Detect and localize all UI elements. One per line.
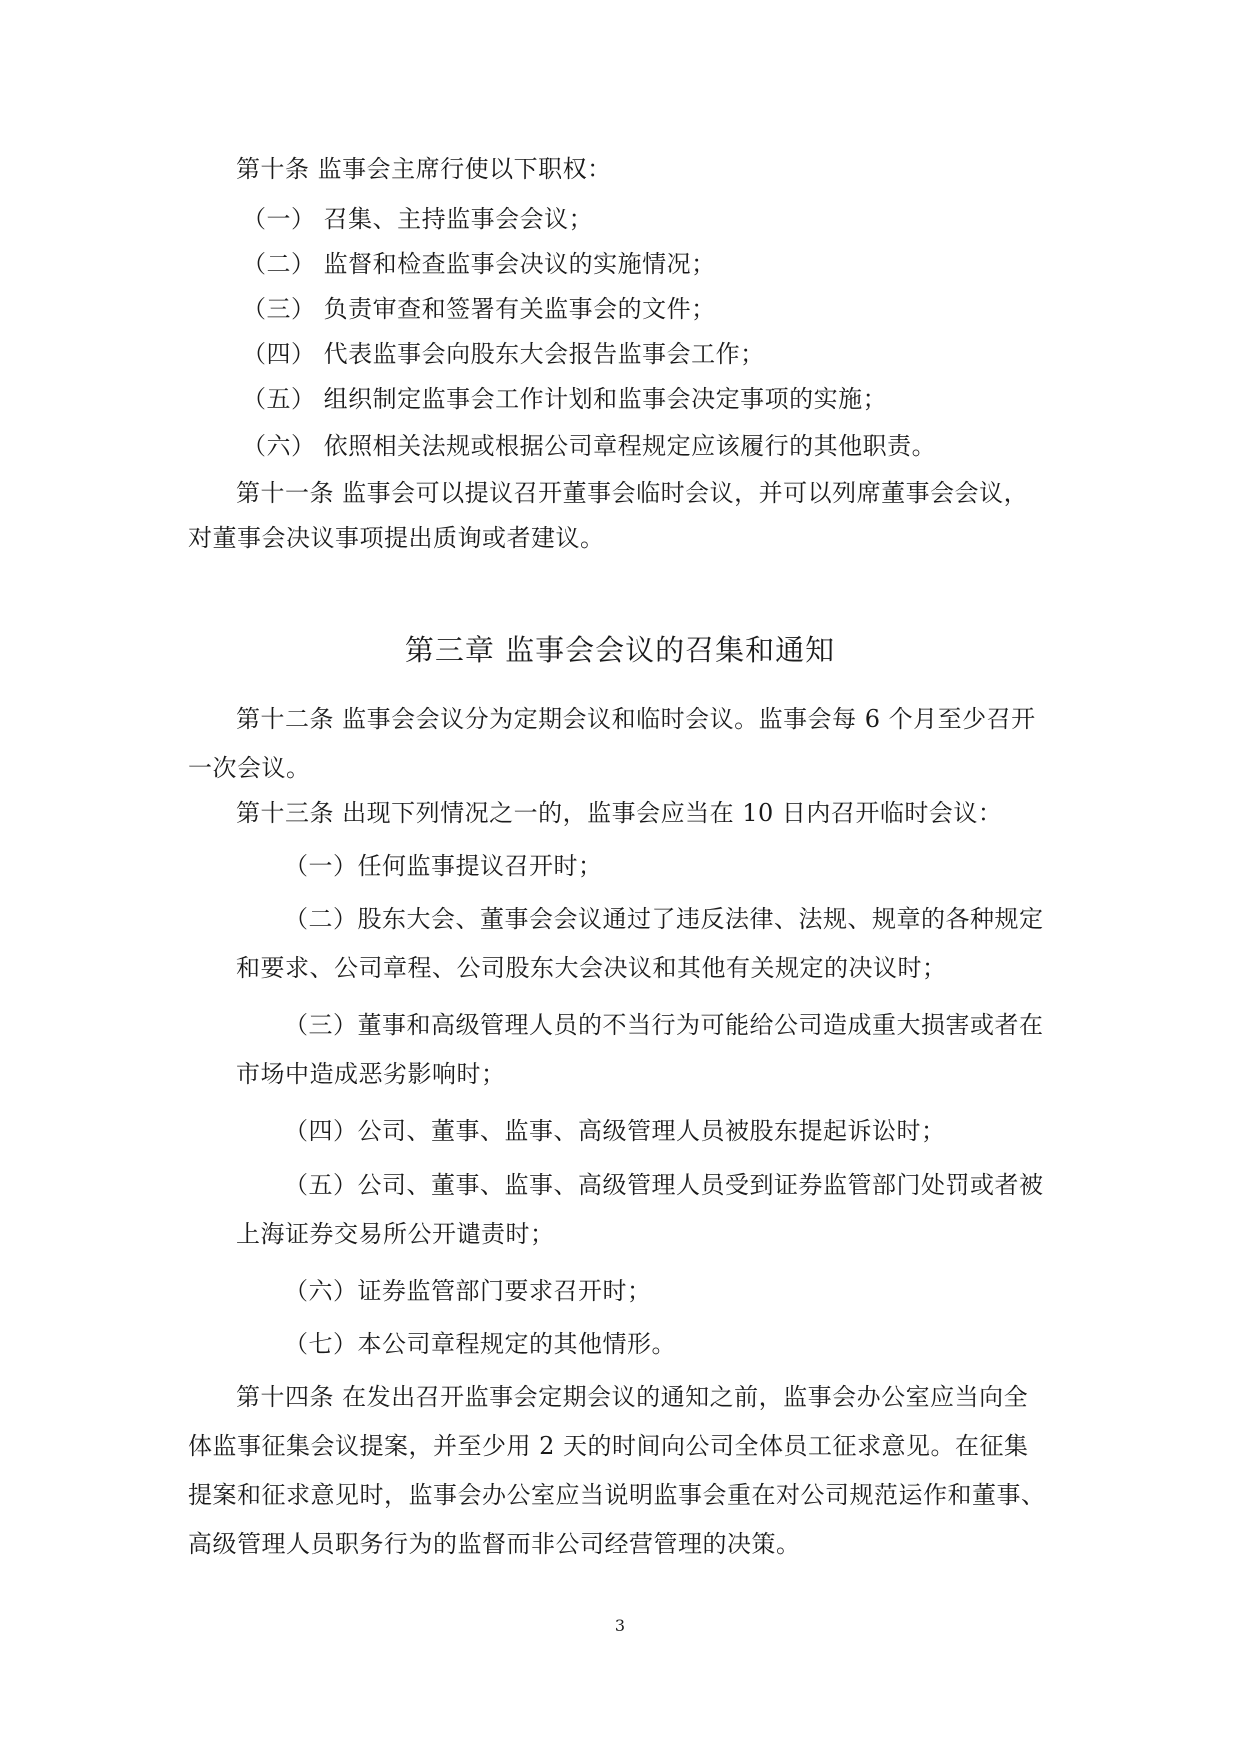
page-number: 3 xyxy=(614,1616,626,1635)
article-10-item-3: （三） 负责审查和签署有关监事会的文件； xyxy=(242,295,716,323)
chapter-3-title: 第三章 监事会会议的召集和通知 xyxy=(404,633,836,667)
article-10-item-1: （一） 召集、主持监事会会议； xyxy=(242,205,594,233)
article-12-line-1: 第十二条 监事会会议分为定期会议和临时会议。监事会每 6 个月至少召开 xyxy=(236,705,1036,733)
article-13-item-5-line-1: （五）公司、董事、监事、高级管理人员受到证券监管部门处罚或者被 xyxy=(284,1171,1044,1199)
article-14-line-1: 第十四条 在发出召开监事会定期会议的通知之前，监事会办公室应当向全 xyxy=(236,1383,1029,1411)
article-13-item-2-line-1: （二）股东大会、董事会会议通过了违反法律、法规、规章的各种规定 xyxy=(284,905,1044,933)
article-13-item-1: （一）任何监事提议召开时； xyxy=(284,852,603,880)
article-11-line-2: 对董事会决议事项提出质询或者建议。 xyxy=(188,524,605,552)
article-10-item-5: （五） 组织制定监事会工作计划和监事会决定事项的实施； xyxy=(242,385,888,413)
article-14-line-2: 体监事征集会议提案，并至少用 2 天的时间向公司全体员工征求意见。在征集 xyxy=(188,1432,1029,1460)
article-14-line-3: 提案和征求意见时，监事会办公室应当说明监事会重在对公司规范运作和董事、 xyxy=(188,1481,1046,1509)
article-13-item-4: （四）公司、董事、监事、高级管理人员被股东提起诉讼时； xyxy=(284,1117,946,1145)
article-12-line-2: 一次会议。 xyxy=(188,754,311,782)
article-10-item-6: （六） 依照相关法规或根据公司章程规定应该履行的其他职责。 xyxy=(242,432,937,460)
article-14-line-4: 高级管理人员职务行为的监督而非公司经营管理的决策。 xyxy=(188,1530,801,1558)
article-13-intro: 第十三条 出现下列情况之一的，监事会应当在 10 日内召开临时会议： xyxy=(236,799,1003,827)
article-13-item-2-line-2: 和要求、公司章程、公司股东大会决议和其他有关规定的决议时； xyxy=(236,954,947,982)
article-10-intro: 第十条 监事会主席行使以下职权： xyxy=(236,155,612,183)
article-10-item-4: （四） 代表监事会向股东大会报告监事会工作； xyxy=(242,340,765,368)
article-13-item-5-line-2: 上海证券交易所公开谴责时； xyxy=(236,1220,555,1248)
article-13-item-3-line-2: 市场中造成恶劣影响时； xyxy=(236,1060,506,1088)
article-10-item-2: （二） 监督和检查监事会决议的实施情况； xyxy=(242,250,716,278)
article-13-item-6: （六）证券监管部门要求召开时； xyxy=(284,1277,652,1305)
article-13-item-7: （七）本公司章程规定的其他情形。 xyxy=(284,1330,676,1358)
article-11-line-1: 第十一条 监事会可以提议召开董事会临时会议，并可以列席董事会会议， xyxy=(236,479,1029,507)
article-13-item-3-line-1: （三）董事和高级管理人员的不当行为可能给公司造成重大损害或者在 xyxy=(284,1011,1044,1039)
